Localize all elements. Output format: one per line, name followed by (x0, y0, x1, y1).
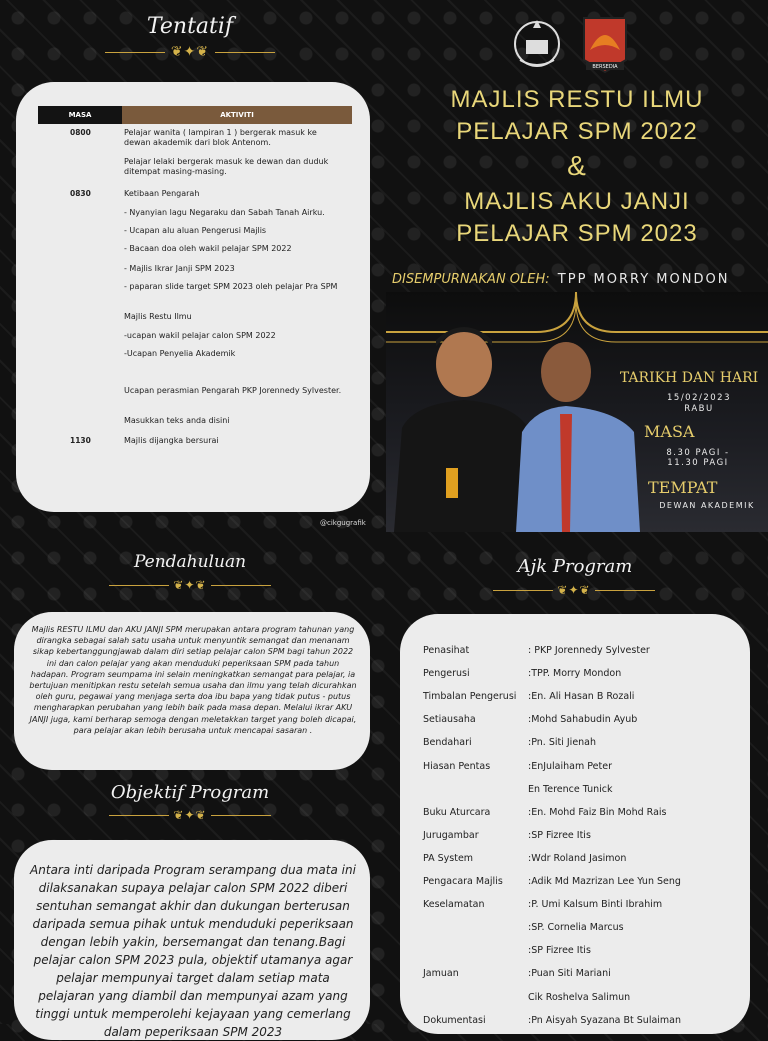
title-line-1: MAJLIS RESTU ILMU (450, 86, 704, 113)
pendahuluan-heading: Pendahuluan (133, 552, 247, 572)
schedule-activity: - Majlis Ikrar Janji SPM 2023 (124, 264, 235, 273)
schedule-table (38, 106, 352, 124)
pendahuluan-ornament-icon: ❦✦❦ (90, 578, 290, 592)
schedule-activity: Majlis Restu Ilmu (124, 312, 192, 321)
ajk-role: PA System (423, 852, 474, 864)
objektif-ornament-icon: ❦✦❦ (90, 808, 290, 822)
masa-label: MASA (644, 422, 695, 441)
ajk-name: Cik Roshelva Salimun (528, 991, 631, 1003)
tarikh-date: 15/02/2023 (667, 393, 731, 403)
tentatif-heading: Tentatif (146, 14, 234, 39)
masa-val-1: 8.30 PAGI - (666, 448, 730, 458)
schedule-time: 0830 (70, 189, 91, 198)
schedule-activity: Masukkan teks anda disini (124, 416, 230, 425)
tempat-val: DEWAN AKADEMIK (659, 501, 755, 510)
officer2-photo (516, 332, 646, 532)
ajk-role: Keselamatan (423, 899, 485, 911)
schedule-activity: - Nyanyian lagu Negaraku dan Sabah Tanah Airku. (124, 208, 325, 217)
col-aktiviti: AKTIVITI (122, 106, 352, 124)
ajk-role: Jamuan (423, 968, 459, 980)
tentatif-ornament-icon: ❦✦❦ (90, 44, 290, 60)
ajk-role: Pengacara Majlis (423, 876, 503, 887)
schedule-activity: Ketibaan Pengarah (124, 189, 200, 198)
schedule-activity: - Bacaan doa oleh wakil pelajar SPM 2022 (124, 244, 292, 253)
schedule-activity: Majlis dijangka bersurai (124, 436, 219, 445)
pendahuluan-text: Majlis RESTU ILMU dan AKU JANJI SPM merupakan antara program tahunan yang dirangka sebagai salah satu usaha untuk menyuntik semangat dan menanam sikap kebertanggungjawab dalam diri setiap pelajar calon SPM bagi tahun 2022 ini dan calon pelajar yang akan menduduki peperiksaan SPM pada tahun hadapan. Program seumpama ini selain meningkatkan semangat para pelajar, ia bertujuan menitipkan restu setelah semua usaha dan ilmu yang telah dicurahkan oleh guru, pegawai yang menjaga serta doa ibu bapa yang tidak putus - putus mengharapkan perubahan yang lebih baik pada masa depan. Melalui ikrar AKU JANJI juga, kami berharap semoga dengan meletakkan target yang boleh dicapai, para pelajar akan lebih berusaha untuk mencapai sasaran . (29, 625, 357, 735)
ajk-role: Bendahari (423, 737, 472, 749)
masa-val-2: 11.30 PAGI (667, 458, 729, 468)
title-line-4: PELAJAR SPM 2023 (456, 220, 698, 247)
photo-banner (386, 292, 768, 532)
ajk-name: :En. Ali Hasan B Rozali (528, 691, 635, 703)
ajk-name: :P. Umi Kalsum Binti Ibrahim (528, 899, 663, 911)
schedule-activity: Ucapan perasmian Pengarah PKP Jorennedy Sylvester. (124, 386, 342, 395)
schedule-table-header (38, 106, 352, 124)
ajk-name: :Puan Siti Mariani (528, 968, 611, 980)
title-line-2: PELAJAR SPM 2022 (456, 118, 698, 145)
col-masa: MASA (38, 106, 122, 124)
disempurnakan-label: DISEMPURNAKAN OLEH: (392, 272, 550, 287)
ajk-name: :SP Fizree Itis (528, 829, 591, 841)
ajk-name: :EnJulaiham Peter (528, 760, 612, 772)
ajk-name: :TPP. Morry Mondon (528, 668, 622, 680)
tempat-label: TEMPAT (648, 478, 718, 497)
tarikh-day: RABU (684, 404, 714, 414)
ajk-name: :Pn. Siti Jienah (528, 737, 597, 749)
ajk-role: Hiasan Pentas (423, 760, 491, 772)
police-crest-logo (510, 14, 564, 72)
ajk-role: Buku Aturcara (423, 806, 491, 818)
ajk-name: :Mohd Sahabudin Ayub (528, 714, 638, 726)
ajk-role: Dokumentasi (423, 1014, 486, 1026)
ajk-role: Pengerusi (423, 668, 470, 680)
schedule-time: 0800 (70, 128, 91, 137)
disempurnakan-line (392, 272, 762, 287)
eagle-logo (580, 10, 630, 74)
schedule-activity: Pelajar wanita ( lampiran 1 ) bergerak masuk ke dewan akademik dari blok Antenom. (124, 128, 317, 147)
ajk-role: Jurugambar (423, 829, 479, 841)
ajk-role: Setiausaha (423, 714, 476, 726)
schedule-time: 1130 (70, 436, 91, 445)
title-line-3: MAJLIS AKU JANJI (464, 188, 690, 215)
ajk-name: :Adik Md Mazrizan Lee Yun Seng (528, 876, 681, 887)
ajk-name: En Terence Tunick (528, 783, 613, 795)
objektif-text: Antara inti daripada Program serampang dua mata ini dilaksanakan supaya pelajar calon SPM 2022 diberi sentuhan semangat akhir dan dukungan berterusan daripada semua pihak untuk menduduki peperiksaan dengan lebih yakin, bersemangat dan tenang.Bagi pelajar calon SPM 2023 pula, objektif utamanya agar pelajar mempunyai target dalam setiap mata pelajaran yang diambil dan mempunyai azam yang tinggi untuk memperolehi kejayaan yang cemerlang dalam peperiksaan SPM 2023 (30, 863, 356, 1039)
ajk-role: Penasihat (423, 645, 470, 656)
ajk-name: :En. Mohd Faiz Bin Mohd Rais (528, 806, 667, 818)
ajk-ornament-icon: ❦✦❦ (474, 583, 674, 597)
svg-text:BERSEDIA: BERSEDIA (592, 64, 618, 70)
tarikh-label: TARIKH DAN HARI (619, 370, 759, 386)
credit: @cikgugrafik (320, 519, 366, 527)
schedule-activity: -ucapan wakil pelajar calon SPM 2022 (124, 331, 276, 340)
objektif-heading: Objektif Program (110, 782, 270, 803)
ajk-heading: Ajk Program (517, 556, 633, 577)
ajk-name: : PKP Jorennedy Sylvester (528, 645, 650, 656)
schedule-activity: - Ucapan alu aluan Pengerusi Majlis (124, 226, 267, 235)
ajk-name: :Wdr Roland Jasimon (528, 852, 627, 864)
ajk-role: Timbalan Pengerusi (423, 691, 517, 703)
schedule-activity: - paparan slide target SPM 2023 oleh pelajar Pra SPM (124, 282, 338, 291)
title-ampersand: & (567, 150, 587, 181)
ajk-name: :Pn Aisyah Syazana Bt Sulaiman (528, 1014, 682, 1026)
disempurnakan-name: TPP MORRY MONDON (557, 272, 730, 287)
ajk-name: :SP. Cornelia Marcus (528, 922, 624, 934)
schedule-activity: Pelajar lelaki bergerak masuk ke dewan dan duduk ditempat masing-masing. (124, 157, 329, 176)
ajk-name: :SP Fizree Itis (528, 945, 591, 957)
schedule-activity: -Ucapan Penyelia Akademik (124, 349, 236, 358)
